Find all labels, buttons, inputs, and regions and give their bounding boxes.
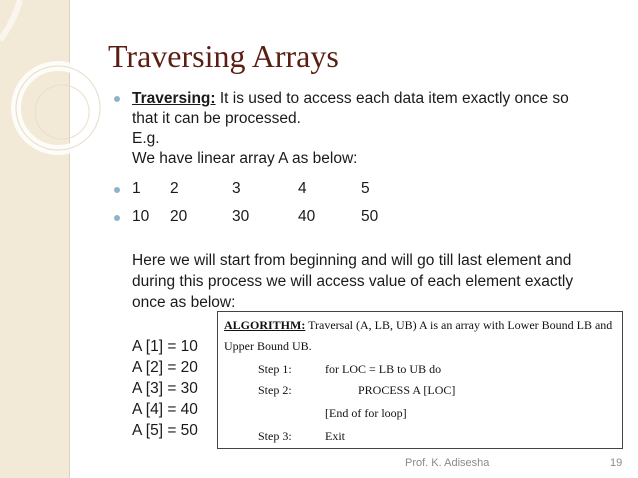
algorithm-box	[217, 311, 623, 449]
algorithm-step-text: PROCESS A [LOC]	[358, 383, 456, 397]
bullet-icon	[114, 187, 120, 193]
array-index-cell: 3	[232, 180, 241, 197]
assignment-line: A [3] = 30	[132, 380, 198, 397]
page-number: 19	[610, 457, 623, 469]
array-values-row	[114, 208, 434, 228]
array-index-cell: 5	[361, 180, 370, 197]
assignment-line: A [1] = 10	[132, 338, 198, 355]
array-index-row	[114, 180, 434, 200]
array-value-cell: 10	[132, 208, 150, 225]
algorithm-step-text: Exit	[325, 429, 345, 443]
bullet-icon	[114, 215, 120, 221]
algorithm-step-label: Step 3:	[258, 429, 292, 443]
array-index-cell: 1	[132, 180, 141, 197]
assignment-line: A [2] = 20	[132, 359, 198, 376]
intro-line-2: that it can be processed.	[132, 110, 301, 127]
array-index-cell: 2	[170, 180, 179, 197]
paragraph-line: once as below:	[132, 294, 236, 311]
paragraph-line: Here we will start from beginning and will go till last element and	[132, 252, 572, 269]
assignment-line: A [5] = 50	[132, 422, 198, 439]
assignment-line: A [4] = 40	[132, 401, 198, 418]
intro-bullet-item	[114, 89, 624, 169]
term-traversing: Traversing:	[132, 90, 216, 107]
assignment-list	[132, 336, 198, 441]
algorithm-line-2: Upper Bound UB.	[224, 339, 312, 353]
footer-author: Prof. K. Adisesha	[405, 457, 490, 469]
array-value-cell: 20	[170, 208, 188, 225]
explanation-paragraph	[132, 250, 622, 313]
array-index-cell: 4	[298, 180, 307, 197]
paragraph-line: during this process we will access value of each element exactly	[132, 273, 574, 290]
algorithm-step-text: for LOC = LB to UB do	[325, 362, 442, 376]
intro-line-3: E.g.	[132, 130, 160, 147]
intro-line-1: It is used to access each data item exactly once so	[215, 90, 569, 107]
array-value-cell: 50	[361, 208, 379, 225]
algorithm-step-label: Step 2:	[258, 383, 292, 397]
bullet-icon	[114, 96, 120, 102]
intro-block	[114, 89, 624, 169]
array-value-cell: 30	[232, 208, 250, 225]
algorithm-heading: ALGORITHM:	[224, 318, 306, 332]
array-value-cell: 40	[298, 208, 316, 225]
slide-title: Traversing Arrays	[108, 38, 339, 74]
algorithm-step-text: [End of for loop]	[325, 406, 407, 420]
algorithm-header-line	[224, 318, 612, 333]
algorithm-step-label: Step 1:	[258, 362, 292, 376]
algorithm-line-1: Traversal (A, LB, UB) A is an array with Lower Bound LB and	[305, 318, 613, 332]
intro-line-4: We have linear array A as below:	[132, 150, 358, 167]
